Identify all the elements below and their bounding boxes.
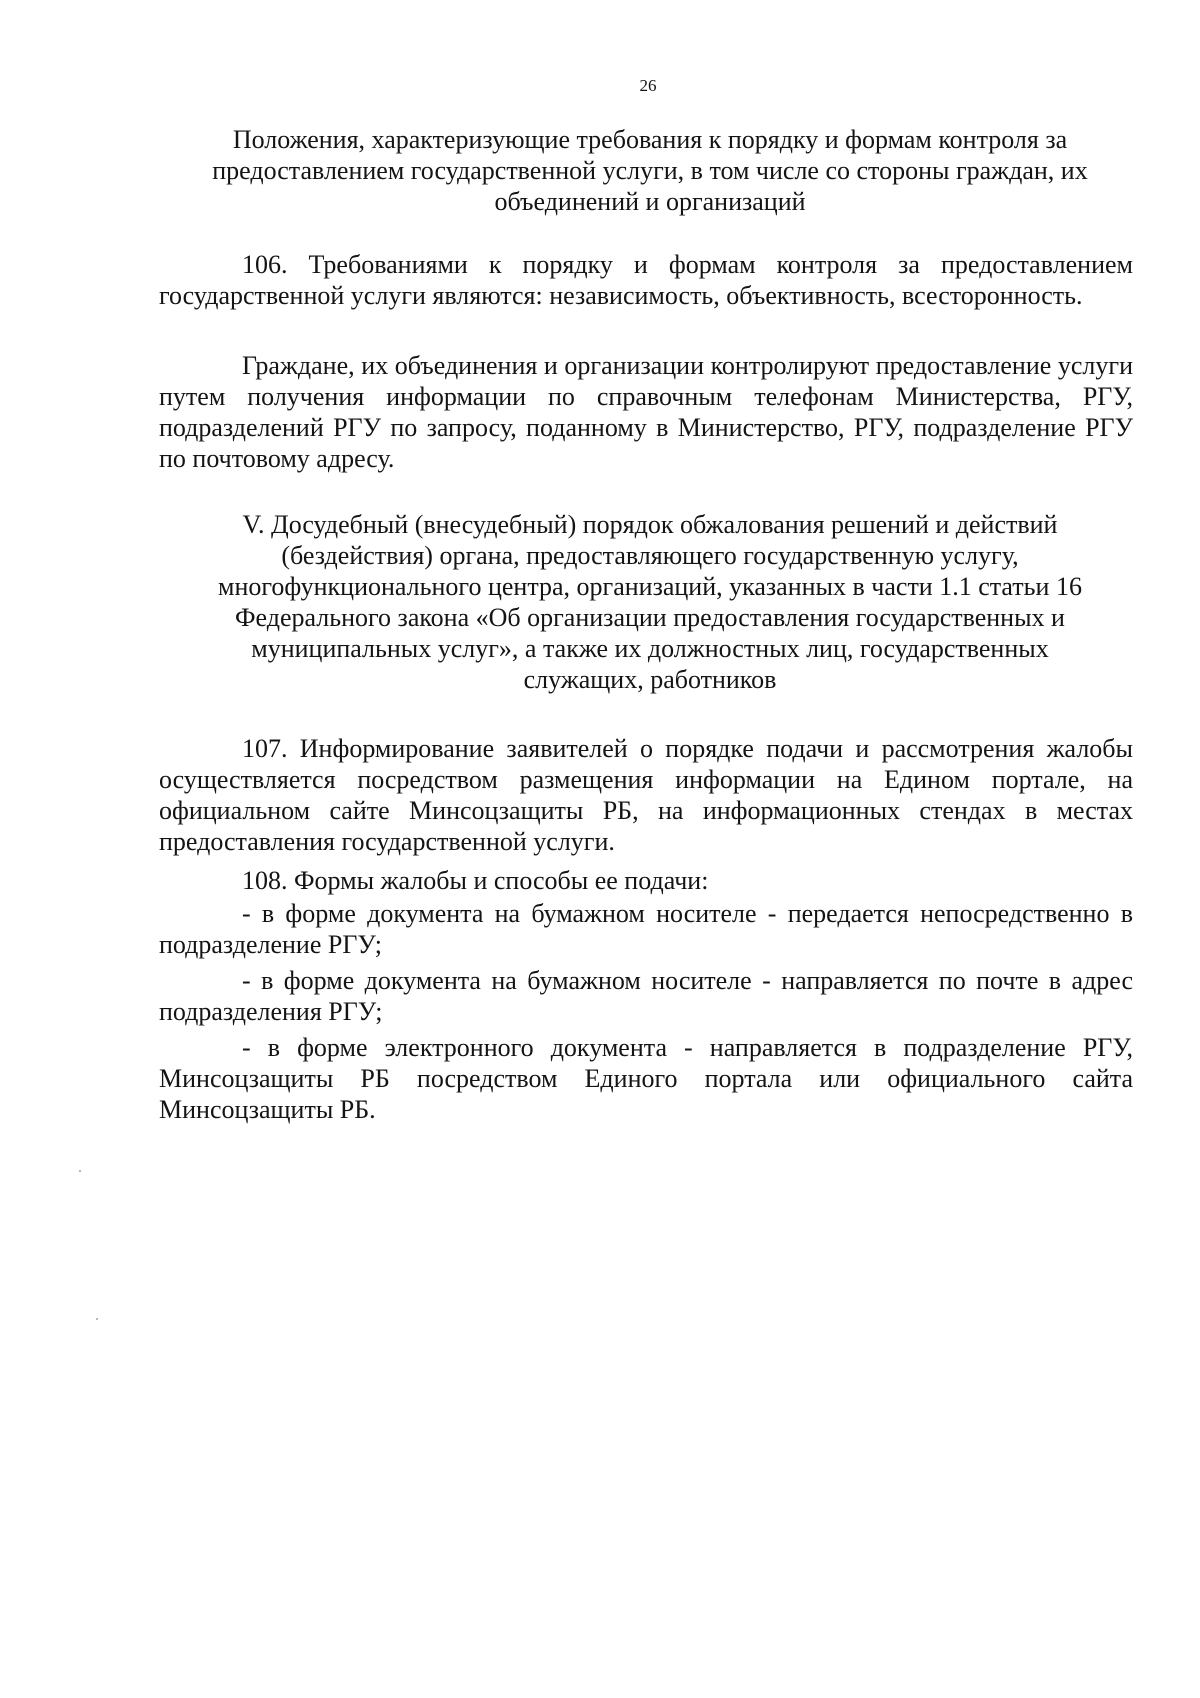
scan-speck (79, 1170, 81, 1172)
heading-line: объединений и организаций (494, 187, 806, 216)
heading-line: многофункционального центра, организаций, указанных в части 1.1 статьи 16 (218, 572, 1082, 601)
paragraph-citizens-control: Граждане, их объединения и организации контролируют предоставление услуги путем получения информации по справочным телефонам Министерства, РГУ, подразделений РГУ по запросу, поданному в Министерство, РГУ, подразделение РГУ по почтовому адресу. (159, 351, 1133, 473)
section-heading-appeal (160, 509, 1140, 695)
section-heading-control (160, 124, 1140, 217)
paragraph-107: 107. Информирование заявителей о порядке подачи и рассмотрения жалобы осуществляется посредством размещения информации на Едином портале, на официальном сайте Минсоцзащиты РБ, на информационных стендах в местах предоставления государственной услуги. (159, 734, 1133, 856)
heading-line: муниципальных услуг», а также их должностных лиц, государственных (251, 634, 1049, 663)
list-item-electronic: - в форме электронного документа - направляется в подразделение РГУ, Минсоцзащиты РБ посредством Единого портала или официального сайта Минсоцзащиты РБ. (159, 1033, 1133, 1124)
heading-line: Положения, характеризующие требования к порядку и формам контроля за (232, 125, 1068, 154)
heading-line: V. Досудебный (внесудебный) порядок обжалования решений и действий (242, 510, 1058, 539)
heading-line: предоставлением государственной услуги, в том числе со стороны граждан, их (212, 156, 1088, 185)
paragraph-106: 106. Требованиями к порядку и формам контроля за предоставлением государственной услуги являются: независимость, объективность, всесторонность. (159, 250, 1133, 310)
scan-speck (96, 1318, 98, 1320)
page-number: 26 (639, 76, 657, 95)
heading-line: (бездействия) органа, предоставляющего государственную услугу, (281, 541, 1019, 570)
paragraph-108: 108. Формы жалобы и способы ее подачи: (242, 866, 709, 895)
heading-line: Федерального закона «Об организации предоставления государственных и (235, 603, 1065, 632)
list-item-paper-direct: - в форме документа на бумажном носителе - передается непосредственно в подразделение РГУ; (159, 899, 1133, 959)
heading-line: служащих, работников (523, 665, 777, 694)
list-item-paper-mail: - в форме документа на бумажном носителе - направляется по почте в адрес подразделения РГУ; (159, 966, 1133, 1026)
